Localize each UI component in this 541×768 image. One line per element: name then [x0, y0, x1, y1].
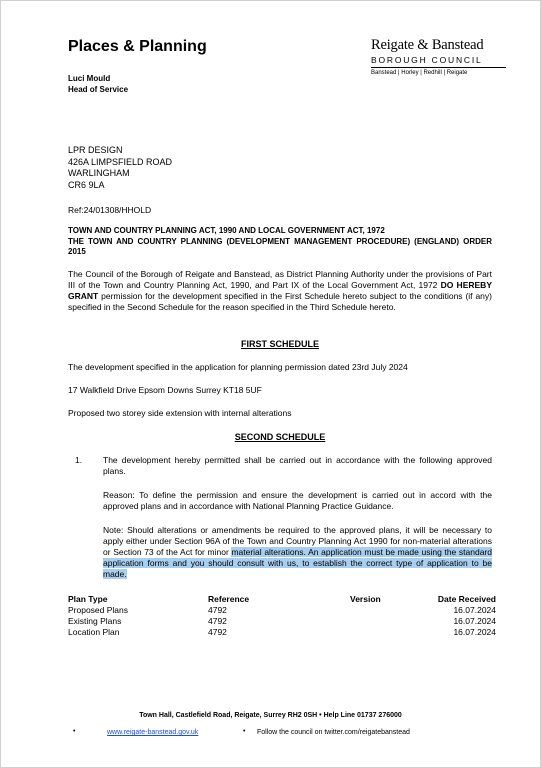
plan-reference: 4792: [208, 616, 227, 626]
condition-text: The development hereby permitted shall be carried out in accordance with the following approved plans.: [103, 455, 492, 476]
plan-date: 16.07.2024: [453, 605, 496, 615]
council-logo: [371, 37, 506, 76]
logo-towns: Banstead | Horley | Redhill | Reigate: [371, 67, 506, 76]
plan-type: Existing Plans: [68, 616, 122, 626]
table-row: [68, 605, 496, 616]
plan-version: [350, 605, 420, 616]
plan-type: Proposed Plans: [68, 605, 129, 615]
table-header-row: [68, 594, 496, 605]
note-text: Note: Should alterations or amendments be required to the approved plans, it will be necessary to apply either under Section 96A of the Town and Country Planning Act 1990 for non-material alterations or Section 73 of the Act for minor: [103, 525, 492, 557]
intro-paragraph: [68, 269, 492, 313]
grant-emphasis: DO HEREBY GRANT: [68, 280, 492, 301]
footer-address: Town Hall, Castlefield Road, Reigate, Surrey RH2 0SH • Help Line 01737 276000: [139, 712, 402, 719]
first-schedule-heading: FIRST SCHEDULE: [240, 339, 319, 349]
table-row: [68, 627, 496, 638]
note-highlighted-text[interactable]: material alterations. An application must be made using the standard application forms and you should consult with us, to establish the correct type of application to be made.: [103, 547, 492, 579]
reference-number: Ref:24/01308/HHOLD: [68, 205, 152, 215]
plan-reference: 4792: [208, 627, 227, 637]
intro-text: The Council of the Borough of Reigate and Banstead, as District Planning Authority under the provisions of Part III of the Town and Country Planning Act, 1990, and Part IX of the Local Government Act, 1972: [68, 269, 492, 290]
development-statement: The development specified in the application for planning permission dated 23rd July 2024: [68, 362, 408, 372]
bullet-icon: •: [73, 728, 76, 735]
recipient-address: [68, 145, 172, 191]
condition-number: 1.: [75, 455, 83, 465]
site-address: 17 Walkfield Drive Epsom Downs Surrey KT18 5UF: [68, 385, 262, 395]
address-line: CR6 9LA: [68, 179, 105, 190]
column-header: Reference: [208, 594, 250, 604]
act-line-2: THE TOWN AND COUNTRY PLANNING (DEVELOPMENT MANAGEMENT PROCEDURE) (ENGLAND) ORDER 2015: [68, 236, 492, 256]
officer-name: Luci Mould: [68, 74, 111, 83]
column-header: Version: [350, 594, 381, 604]
officer-block: [68, 73, 128, 95]
act-line-1: TOWN AND COUNTRY PLANNING ACT, 1990 AND LOCAL GOVERNMENT ACT, 1972: [68, 226, 385, 235]
intro-text-end: permission for the development specified in the First Schedule hereto subject to the conditions (if any) specified in the Second Schedule for the reason specified in the Third Schedule hereto.: [68, 291, 492, 312]
plan-reference: 4792: [208, 605, 227, 615]
plan-version: [350, 616, 420, 627]
column-header: Date Received: [437, 594, 496, 604]
column-header: Plan Type: [68, 594, 108, 604]
proposal-description: Proposed two storey side extension with internal alterations: [68, 408, 292, 418]
second-schedule-heading: SECOND SCHEDULE: [234, 432, 326, 442]
plan-date: 16.07.2024: [453, 616, 496, 626]
address-line: WARLINGHAM: [68, 168, 130, 178]
address-line: LPR DESIGN: [68, 145, 123, 155]
plan-date: 16.07.2024: [453, 627, 496, 637]
twitter-note: Follow the council on twitter.com/reigatebanstead: [257, 729, 410, 736]
plan-version: [350, 627, 420, 638]
condition-note: [103, 525, 492, 580]
officer-title: Head of Service: [68, 85, 129, 94]
acts-heading: [68, 226, 492, 258]
plan-type: Location Plan: [68, 627, 120, 637]
table-row: [68, 616, 496, 627]
website-link[interactable]: www.reigate-banstead.gov.uk: [107, 729, 199, 736]
approved-plans-table: [68, 594, 496, 638]
address-line: 426A LIMPSFIELD ROAD: [68, 156, 173, 167]
department-title: Places & Planning: [68, 38, 207, 55]
logo-council: BOROUGH COUNCIL: [371, 55, 483, 65]
condition-reason: Reason: To define the permission and ensure the development is carried out in accord with the approved plans and in accordance with National Planning Practice Guidance.: [103, 490, 492, 511]
bullet-icon: •: [243, 728, 246, 735]
logo-name: Reigate & Banstead: [371, 37, 484, 53]
